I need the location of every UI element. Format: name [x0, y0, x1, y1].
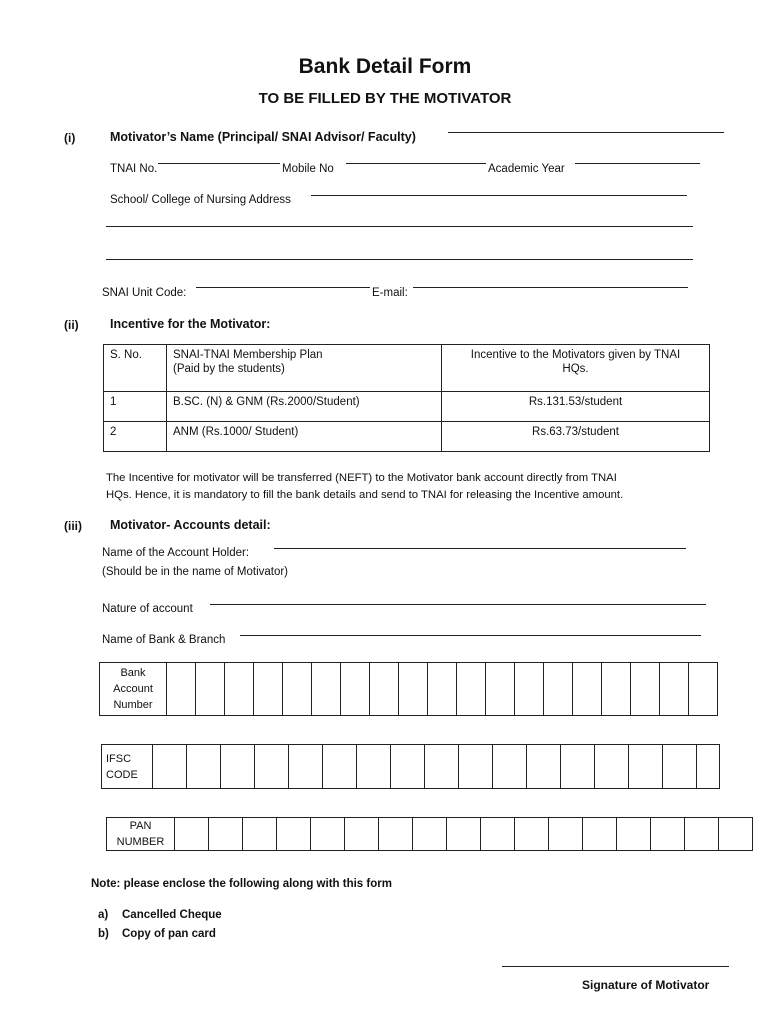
ifsc-char-box[interactable]: [493, 745, 527, 789]
mobile-no-field[interactable]: [346, 163, 486, 164]
header-incentive: [442, 345, 710, 392]
ifsc-char-box[interactable]: [459, 745, 493, 789]
pan-char-box[interactable]: [277, 818, 311, 851]
tnai-no-label: TNAI No.: [110, 163, 158, 175]
pan-char-box[interactable]: [413, 818, 447, 851]
ifsc-char-box[interactable]: [629, 745, 663, 789]
email-label: E-mail:: [372, 287, 408, 299]
mobile-no-label: Mobile No: [282, 163, 334, 175]
bank-account-number-label: [100, 663, 167, 716]
header-incentive-line-2: HQs.: [562, 363, 589, 375]
ifsc-char-box[interactable]: [153, 745, 187, 789]
ifsc-char-box[interactable]: [391, 745, 425, 789]
account-digit-box[interactable]: [486, 663, 515, 716]
pan-char-box[interactable]: [345, 818, 379, 851]
section-2-number: (ii): [64, 318, 79, 332]
account-digit-box[interactable]: [689, 663, 718, 716]
account-digit-box[interactable]: [515, 663, 544, 716]
account-digit-box[interactable]: [196, 663, 225, 716]
form-title: Bank Detail Form: [298, 55, 472, 78]
academic-year-label: Academic Year: [488, 163, 565, 175]
header-plan-line-2: (Paid by the students): [173, 363, 285, 375]
account-digit-box[interactable]: [341, 663, 370, 716]
address-field-line-3[interactable]: [106, 259, 693, 260]
pan-char-box[interactable]: [243, 818, 277, 851]
bank-branch-label: Name of Bank & Branch: [102, 634, 226, 646]
address-label: School/ College of Nursing Address: [110, 194, 291, 206]
nature-of-account-label: Nature of account: [102, 603, 193, 615]
ifsc-char-box[interactable]: [187, 745, 221, 789]
table-header-row: [104, 345, 710, 392]
pan-char-box[interactable]: [617, 818, 651, 851]
pan-char-box[interactable]: [719, 818, 753, 851]
note-item-b-marker: b): [98, 928, 109, 940]
row-2-sno: 2: [104, 422, 167, 452]
ifsc-char-box[interactable]: [697, 745, 720, 789]
header-plan-line-1: SNAI-TNAI Membership Plan: [173, 349, 323, 361]
account-digit-box[interactable]: [544, 663, 573, 716]
pan-number-label: [107, 818, 175, 851]
account-digit-box[interactable]: [660, 663, 689, 716]
motivator-name-field[interactable]: [448, 132, 724, 133]
account-label-line-3: Number: [113, 699, 153, 711]
address-field-line-1[interactable]: [311, 195, 687, 196]
ifsc-label-line-1: IFSC: [106, 752, 132, 765]
nature-of-account-field[interactable]: [210, 604, 706, 605]
table-row: [104, 422, 710, 452]
academic-year-field[interactable]: [575, 163, 700, 164]
pan-label-line-2: NUMBER: [116, 836, 165, 848]
note-item-a-text: Cancelled Cheque: [122, 909, 222, 921]
table-row: [104, 392, 710, 422]
signature-label: Signature of Motivator: [582, 978, 710, 992]
section-1-number: (i): [64, 131, 76, 145]
header-incentive-line-1: Incentive to the Motivators given by TNAI: [470, 349, 681, 361]
row-2-incentive: Rs.63.73/student: [442, 422, 710, 452]
account-digit-box[interactable]: [457, 663, 486, 716]
account-digit-box[interactable]: [631, 663, 660, 716]
pan-char-box[interactable]: [481, 818, 515, 851]
pan-char-box[interactable]: [651, 818, 685, 851]
account-digit-box[interactable]: [428, 663, 457, 716]
row-1-sno: 1: [104, 392, 167, 422]
snai-unit-code-label: SNAI Unit Code:: [102, 287, 187, 299]
account-holder-hint: (Should be in the name of Motivator): [102, 566, 289, 578]
note-item-b-text: Copy of pan card: [122, 928, 216, 940]
pan-char-box[interactable]: [379, 818, 413, 851]
pan-char-box[interactable]: [311, 818, 345, 851]
account-digit-box[interactable]: [399, 663, 428, 716]
account-label-line-1: Bank: [120, 667, 146, 679]
pan-char-box[interactable]: [515, 818, 549, 851]
ifsc-char-box[interactable]: [527, 745, 561, 789]
accounts-section-title: Motivator- Accounts detail:: [110, 518, 271, 532]
pan-char-box[interactable]: [209, 818, 243, 851]
email-field[interactable]: [413, 287, 688, 288]
ifsc-char-box[interactable]: [255, 745, 289, 789]
ifsc-code-label: [102, 745, 153, 789]
bank-branch-field[interactable]: [240, 635, 701, 636]
header-membership-plan: [167, 345, 442, 392]
row-1-plan: B.SC. (N) & GNM (Rs.2000/Student): [167, 392, 442, 422]
incentive-paragraph-line-1: The Incentive for motivator will be transferred (NEFT) to the Motivator bank account directly from TNAI: [106, 472, 617, 484]
note-title: Note: please enclose the following along with this form: [91, 878, 392, 890]
bank-account-number-grid: [99, 662, 718, 716]
ifsc-char-box[interactable]: [561, 745, 595, 789]
pan-char-box[interactable]: [685, 818, 719, 851]
note-item-a-marker: a): [98, 909, 109, 921]
signature-field[interactable]: [502, 966, 729, 967]
account-digit-box[interactable]: [370, 663, 399, 716]
ifsc-char-box[interactable]: [221, 745, 255, 789]
header-sno: S. No.: [104, 345, 167, 392]
account-label-line-2: Account: [113, 683, 153, 695]
pan-number-grid: [106, 817, 753, 851]
snai-unit-code-field[interactable]: [196, 287, 370, 288]
tnai-no-field[interactable]: [158, 163, 280, 164]
pan-char-box[interactable]: [447, 818, 481, 851]
ifsc-char-box[interactable]: [357, 745, 391, 789]
ifsc-char-box[interactable]: [425, 745, 459, 789]
incentive-paragraph-line-2: HQs. Hence, it is mandatory to fill the bank details and send to TNAI for releasing the Incentive amount.: [106, 489, 624, 501]
account-digit-box[interactable]: [167, 663, 196, 716]
account-holder-label: Name of the Account Holder:: [102, 547, 250, 559]
account-digit-box[interactable]: [573, 663, 602, 716]
ifsc-char-box[interactable]: [323, 745, 357, 789]
account-digit-box[interactable]: [254, 663, 283, 716]
motivator-name-label: Motivator’s Name (Principal/ SNAI Advisor/ Faculty): [110, 130, 416, 144]
incentive-table: [103, 344, 710, 452]
row-2-plan: ANM (Rs.1000/ Student): [167, 422, 442, 452]
pan-char-box[interactable]: [549, 818, 583, 851]
incentive-section-title: Incentive for the Motivator:: [110, 317, 271, 331]
ifsc-label-line-2: CODE: [106, 768, 138, 781]
account-digit-box[interactable]: [312, 663, 341, 716]
row-1-incentive: Rs.131.53/student: [442, 392, 710, 422]
pan-char-box[interactable]: [175, 818, 209, 851]
ifsc-char-box[interactable]: [289, 745, 323, 789]
form-subtitle: TO BE FILLED BY THE MOTIVATOR: [258, 90, 512, 107]
ifsc-char-box[interactable]: [595, 745, 629, 789]
account-digit-box[interactable]: [602, 663, 631, 716]
account-digit-box[interactable]: [225, 663, 254, 716]
pan-label-line-1: PAN: [129, 820, 152, 832]
account-digit-box[interactable]: [283, 663, 312, 716]
pan-char-box[interactable]: [583, 818, 617, 851]
ifsc-char-box[interactable]: [663, 745, 697, 789]
account-holder-field[interactable]: [274, 548, 686, 549]
ifsc-code-grid: [101, 744, 720, 789]
section-3-number: (iii): [64, 519, 82, 533]
address-field-line-2[interactable]: [106, 226, 693, 227]
